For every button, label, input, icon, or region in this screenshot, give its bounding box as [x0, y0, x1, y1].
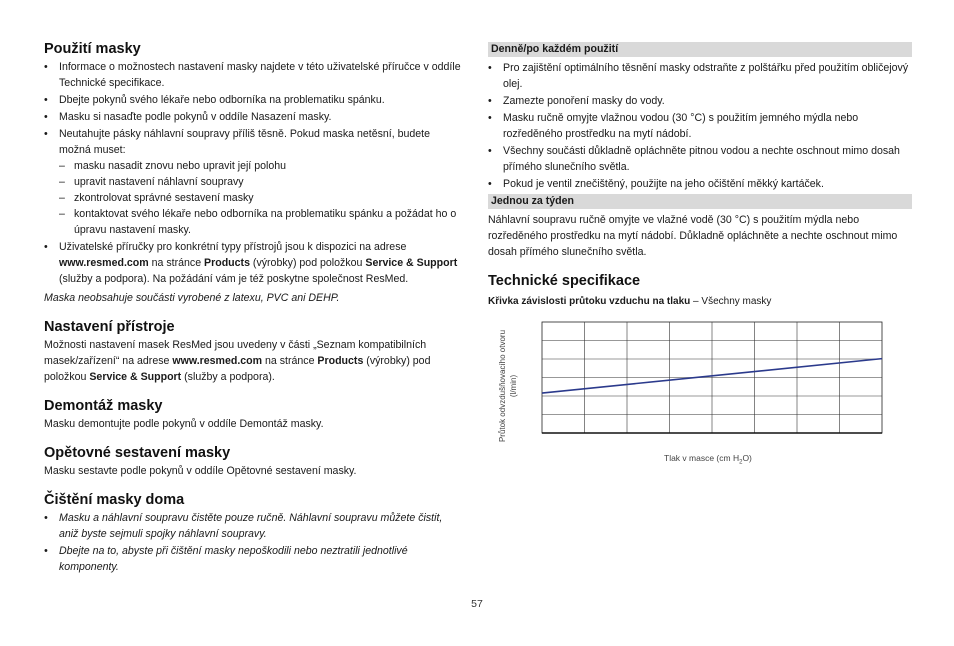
- sub-list-item: – upravit nastavení náhlavní soupravy: [59, 176, 244, 188]
- daily-header: Denně/po každém použití: [488, 42, 912, 57]
- list-item: • Masku ručně omyjte vlažnou vodou (30 °C) s použitím jemného mýdla nebo rozředěného prostředku na mytí nádobí.: [488, 112, 859, 140]
- list-item: • Masku a náhlavní soupravu čistěte pouze ručně. Náhlavní soupravu můžete čistit, aniž byste sejmuli spojky náhlavní soupravy.: [44, 512, 443, 540]
- heading-use-mask: Použití masky: [44, 41, 141, 57]
- heading-reassembly: Opětovné sestavení masky: [44, 445, 231, 461]
- sub-list-item: – zkontrolovat správné sestavení masky: [59, 192, 254, 204]
- cleaning-list: [44, 510, 464, 575]
- list-item: • Dbejte pokynů svého lékaře nebo odborníka na problematiku spánku.: [44, 94, 385, 106]
- list-item: • Dbejte na to, abyste při čištění masky nepoškodili nebo neztratili jednotlivé komponenty.: [44, 545, 408, 573]
- device-settings-text: Možnosti nastavení masek ResMed jsou uvedeny v části „Seznam kompatibilních masek/zařízení“ na adrese www.resmed.com na stránce Products (výrobky) pod položkou Service & Support (služby a podpora).: [44, 339, 431, 383]
- heading-cleaning-home: Čištění masky doma: [44, 492, 185, 508]
- list-item: • Pro zajištění optimálního těsnění masky odstraňte z polštářku před použitím obličejový olej.: [488, 62, 909, 90]
- disassembly-text: Masku demontujte podle pokynů v oddíle Demontáž masky.: [44, 418, 324, 430]
- list-item: • Uživatelské příručky pro konkrétní typy přístrojů jsou k dispozici na adrese www.resmed.com na stránce Products (výrobky) pod položkou Service & Support (služby a podpora). Na požádání vám je též poskytne společnost ResMed.: [44, 241, 458, 285]
- right-column: [488, 42, 912, 319]
- list-item: • Neutahujte pásky náhlavní soupravy příliš těsně. Pokud maska netěsní, budete možná muset: – masku nasadit znovu nebo upravit její polohu – upravit nastavení náhlavní soupravy – zkontrolovat správné sestavení masky – kontaktovat svého lékaře nebo odborníka na problematiku spánku a požádat ho o úpravu nastavení masky.: [44, 126, 464, 238]
- daily-list: [488, 60, 912, 192]
- reassembly-text: Masku sestavte podle pokynů v oddíle Opětovné sestavení masky.: [44, 465, 357, 477]
- page-number: 57: [471, 598, 483, 610]
- latex-note: Maska neobsahuje součásti vyrobené z latexu, PVC ani DEHP.: [44, 292, 340, 304]
- list-item: • Informace o možnostech nastavení masky najdete v této uživatelské příručce v oddíle Technické specifikace.: [44, 61, 461, 89]
- list-item: • Masku si nasaďte podle pokynů v oddíle Nasazení masky.: [44, 111, 332, 123]
- list-item: • Zamezte ponoření masky do vody.: [488, 95, 665, 107]
- airflow-chart: [488, 315, 912, 475]
- chart-title: Křivka závislosti průtoku vzduchu na tlaku – Všechny masky: [488, 296, 772, 307]
- sub-list: [59, 158, 464, 238]
- list-item: • Pokud je ventil znečištěný, použijte na jeho očištění měkký kartáček.: [488, 178, 824, 190]
- weekly-header: Jednou za týden: [488, 194, 912, 209]
- list-item: • Všechny součásti důkladně opláchněte pitnou vodou a nechte oschnout mimo dosah přímého slunečního světla.: [488, 145, 900, 173]
- heading-disassembly: Demontáž masky: [44, 398, 163, 414]
- chart-x-label: Tlak v masce (cm $H_2O$): [664, 453, 752, 466]
- weekly-text: Náhlavní soupravu ručně omyjte ve vlažné vodě (30 °C) s použitím mýdla nebo rozředěného prostředku na mytí nádobí. Důkladně opláchněte a nechte oschnout mimo dosah přímého slunečního světla.: [488, 214, 898, 258]
- sub-list-item: – masku nasadit znovu nebo upravit její polohu: [59, 160, 287, 172]
- heading-tech-specs: Technické specifikace: [488, 273, 641, 289]
- chart-y-label: Průtok odvzdušňovacího otvoru (l/min): [498, 329, 518, 443]
- heading-device-settings: Nastavení přístroje: [44, 319, 175, 335]
- resmed-link-text: www.resmed.com: [59, 257, 149, 269]
- sub-list-item: – kontaktovat svého lékaře nebo odborníka na problematiku spánku a požádat ho o úpravu nastavení masky.: [59, 208, 457, 236]
- chart-plot: [488, 315, 912, 440]
- use-mask-list: [44, 59, 464, 287]
- left-column: [44, 40, 464, 576]
